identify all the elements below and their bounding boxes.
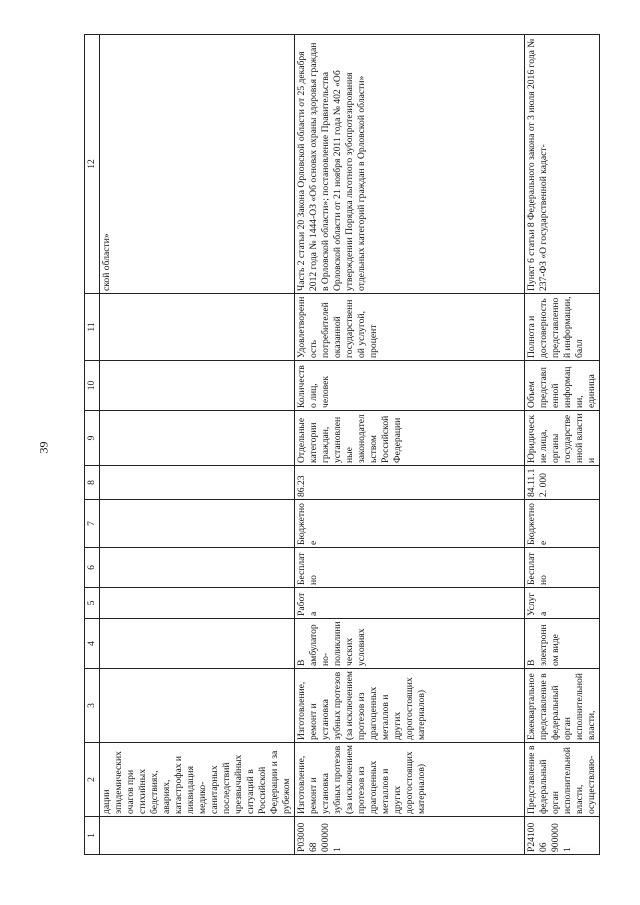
table-cell: Удовлетворенность потребителей оказанной государственной услугой, процент <box>294 294 524 361</box>
table-cell: 86.23 <box>294 466 524 500</box>
column-header: 11 <box>85 294 100 361</box>
table-cell <box>99 548 294 588</box>
table-cell: Р0300068 0000001 <box>294 817 524 855</box>
table-row <box>524 35 599 855</box>
table-cell: Отдельные категории граждан, установленные законодательством Российской Федерации <box>294 411 524 466</box>
services-table-wrapper <box>84 35 597 855</box>
table-cell <box>99 669 294 743</box>
table-cell: 84.11.12. 000 <box>524 466 599 500</box>
table-cell: Юридические лица, органы государственной власти и <box>524 411 599 466</box>
table-cell: дации эпидемических очагов при стихийных бедствиях, авариях, катастрофах и ликвидация медико-санитарных последствий чрезвычайных ситуаций в Российской Федерации и за рубежом <box>99 743 294 817</box>
table-row <box>99 35 294 855</box>
table-cell <box>99 500 294 548</box>
column-number-row <box>85 35 100 855</box>
table-cell <box>99 588 294 619</box>
table-cell: Представление в федеральный орган исполнительной власти, осуществляю- <box>524 743 599 817</box>
column-header: 12 <box>85 35 100 294</box>
table-cell <box>99 361 294 411</box>
column-header: 6 <box>85 548 100 588</box>
table-cell: ской области» <box>99 35 294 294</box>
page-number: 39 <box>36 441 51 454</box>
table-cell: Изготовление, ремонт и установка зубных протезов (за исключением протезов из драгоценных металлов и других дорогостоящих материалов) <box>294 669 524 743</box>
table-cell <box>99 619 294 669</box>
table-cell: Бесплатно <box>294 548 524 588</box>
table-cell: Работа <box>294 588 524 619</box>
table-cell: Пункт 6 статьи 8 Федерального закона от 3 июля 2016 года № 237-ФЗ «О государственной кадаст- <box>524 35 599 294</box>
table-cell <box>99 411 294 466</box>
column-header: 5 <box>85 588 100 619</box>
column-header: 7 <box>85 500 100 548</box>
column-header: 9 <box>85 411 100 466</box>
table-cell <box>99 466 294 500</box>
table-cell: Р2410006 9000001 <box>524 817 599 855</box>
table-cell: Объем представленной информации, единица <box>524 361 599 411</box>
rotated-table-area <box>84 35 597 855</box>
table-cell: Бюджетное <box>294 500 524 548</box>
column-header: 2 <box>85 743 100 817</box>
table-cell: Количество лиц, человек <box>294 361 524 411</box>
table-cell: Услуга <box>524 588 599 619</box>
table-cell: Бесплатно <box>524 548 599 588</box>
table-cell: В электронном виде <box>524 619 599 669</box>
column-header: 1 <box>85 817 100 855</box>
table-row <box>294 35 524 855</box>
table-cell: В амбулаторно-поликлинических условиях <box>294 619 524 669</box>
table-cell: Ежеквартальное представление в федеральный орган исполнительной власти, <box>524 669 599 743</box>
table-cell: Полнота и достоверность представленной информации, балл <box>524 294 599 361</box>
table-cell <box>99 294 294 361</box>
column-header: 4 <box>85 619 100 669</box>
table-cell: Бюджетное <box>524 500 599 548</box>
table-cell: Изготовление, ремонт и установка зубных протезов (за исключением протезов из драгоценных металлов и других дорогостоящих материалов) <box>294 743 524 817</box>
table-cell <box>99 817 294 855</box>
column-header: 3 <box>85 669 100 743</box>
table-cell: Часть 2 статьи 20 Закона Орловской области от 25 декабря 2012 года № 1444-ОЗ «Об основах охраны здоровья граждан в Орловской области»; постановление Правительства Орловской области от 21 ноября 2011 года № 402 «Об утверждении Порядка льготного зубопротезирования отдельных категорий граждан в Орловской области» <box>294 35 524 294</box>
column-header: 10 <box>85 361 100 411</box>
column-header: 8 <box>85 466 100 500</box>
services-table <box>84 34 600 855</box>
